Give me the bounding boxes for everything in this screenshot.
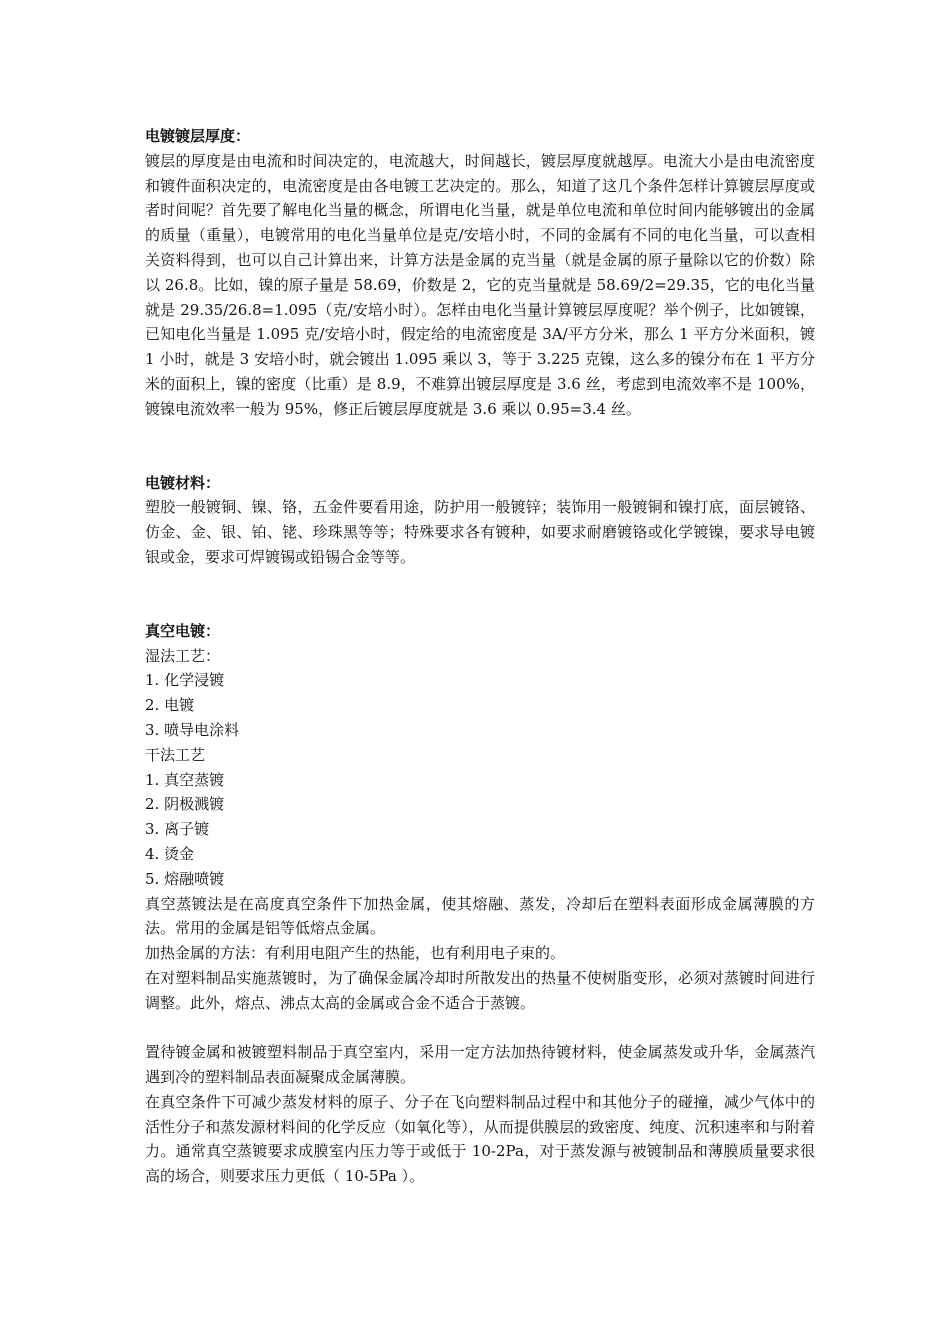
list-item: 2. 电镀 [145,696,195,715]
list-item: 3. 离子镀 [145,820,210,839]
list-item: 2. 阴极溅镀 [145,795,225,814]
section-title: 电镀镀层厚度： [145,127,251,145]
dry-process-title: 干法工艺 [145,745,206,764]
section-paragraph: 置待镀金属和被镀塑料制品于真空室内，采用一定方法加热待镀材料，使金属蒸发或升华，金属蒸汽遇到冷的塑料制品表面凝聚成金属薄膜。 [145,1043,815,1087]
section-paragraph: 在对塑料制品实施蒸镀时，为了确保金属冷却时所散发出的热量不使树脂变形，必须对蒸镀时间进行调整。此外，熔点、沸点太高的金属或合金不适合于蒸镀。 [145,968,815,1012]
blank-line [145,1016,815,1041]
section-paragraph: 加热金属的方法：有利用电阻产生的热能，也有利用电子束的。 [145,944,566,963]
list-item: 1. 化学浸镀 [145,671,225,690]
section-paragraph: 在真空条件下可减少蒸发材料的原子、分子在飞向塑料制品过程中和其他分子的碰撞，减少气体中的活性分子和蒸发源材料间的化学反应（如氧化等），从而提供膜层的致密度、纯度、沉积速率和与附着力。通常真空蒸镀要求成膜室内压力等于或低于 10-2Pa，对于蒸发源与被镀制品和薄膜质量要求很高的场合，则要求压力更低（ 10-5Pa ）。 [145,1092,815,1186]
section-vacuum-plating [145,619,815,1189]
list-item: 4. 烫金 [145,844,195,863]
section-paragraph: 镀层的厚度是由电流和时间决定的，电流越大，时间越长，镀层厚度就越厚。电流大小是由电流密度和镀件面积决定的，电流密度是由各电镀工艺决定的。那么，知道了这几个条件怎样计算镀层厚度或者时间呢？首先要了解电化当量的概念，所谓电化当量，就是单位电流和单位时间内能够镀出的金属的质量（重量），电镀常用的电化当量单位是克/安培小时，不同的金属有不同的电化当量，可以查相关资料得到，也可以自己计算出来，计算方法是金属的克当量（就是金属的原子量除以它的价数）除以 26.8。比如，镍的原子量是 58.69，价数是 2，它的克当量就是 58.69/2=29.35，它的电化当量就是 29.35/26.8=1.095（克/安培小时）。怎样由电化当量计算镀层厚度呢？举个例子，比如镀镍，已知电化当量是 1.095 克/安培小时，假定给的电流密度是 3A/平方分米，那么 1 平方分米面积，镀 1 小时，就是 3 安培小时，就会镀出 1.095 乘以 3，等于 3.225 克镍，这么多的镍分布在 1 平方分米的面积上，镍的密度（比重）是 8.9，不难算出镀层厚度是 3.6 丝，考虑到电流效率不是 100%，镀镍电流效率一般为 95%，修正后镀层厚度就是 3.6 乘以 0.95=3.4 丝。 [145,151,815,418]
list-item: 1. 真空蒸镀 [145,770,225,789]
section-title: 真空电镀： [145,621,221,640]
section-paragraph: 塑胶一般镀铜、镍、铬，五金件要看用途，防护用一般镀锌；装饰用一般镀铜和镍打底，面层镀铬、仿金、金、银、铂、铑、珍珠黑等等；特殊要求各有镀种，如要求耐磨镀铬或化学镀镍，要求导电镀银或金，要求可焊镀锡或铅锡合金等等。 [145,498,815,566]
document-content [145,124,815,1189]
wet-process-title: 湿法工艺： [145,646,221,665]
section-plating-thickness [145,124,815,422]
section-plating-materials [145,471,815,570]
list-item: 5. 熔融喷镀 [145,869,225,888]
list-item: 3. 喷导电涂料 [145,720,240,739]
section-paragraph: 真空蒸镀法是在高度真空条件下加热金属，使其熔融、蒸发，冷却后在塑料表面形成金属薄膜的方法。常用的金属是铝等低熔点金属。 [145,894,815,938]
section-title: 电镀材料： [145,473,221,492]
